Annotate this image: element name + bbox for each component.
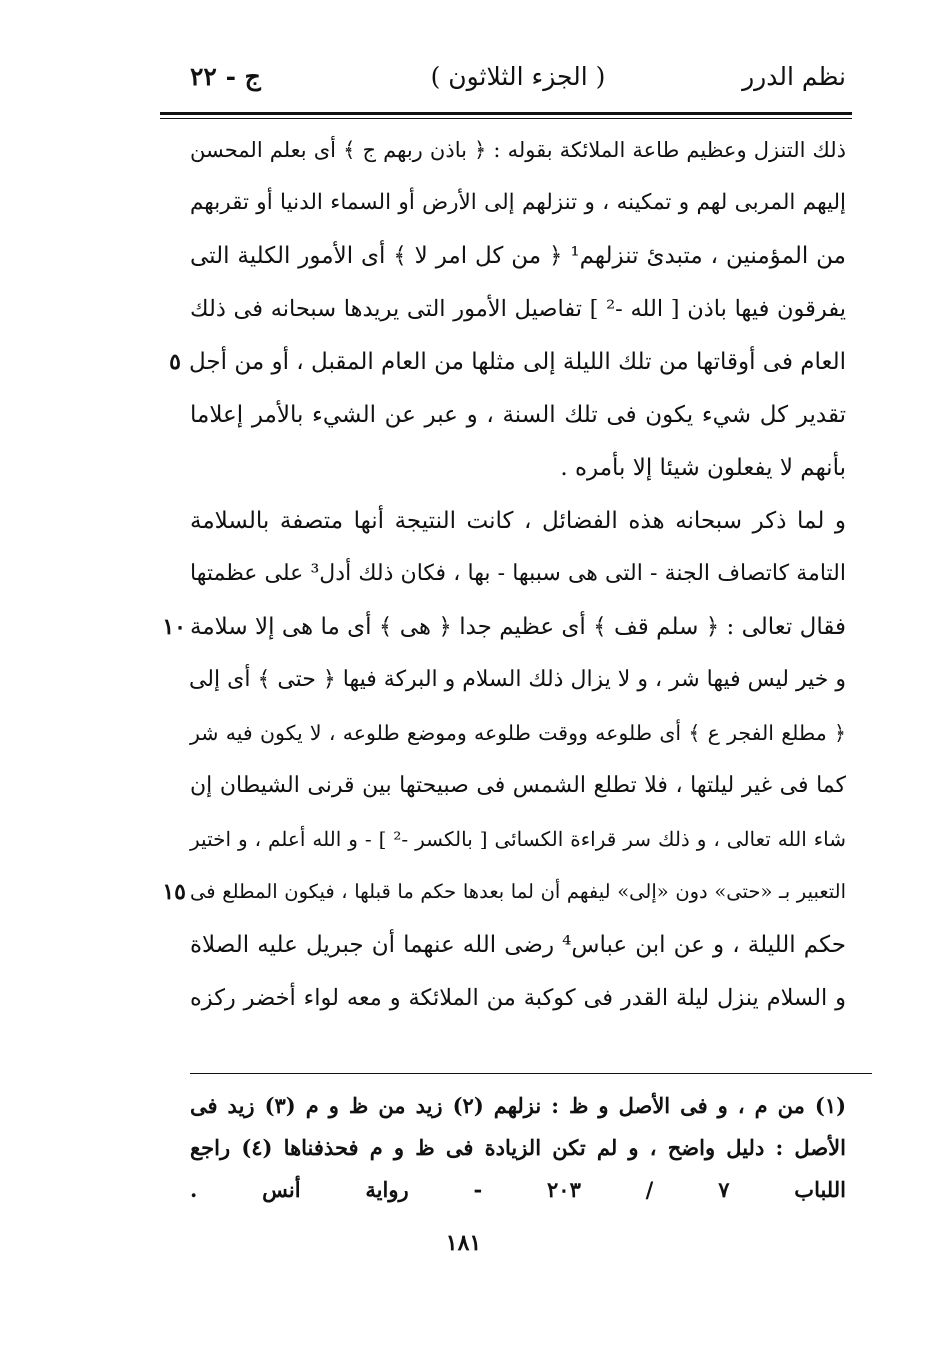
text-line: حكم الليلة ، و عن ابن عباس⁴ رضى الله عنهما أن جبريل عليه الصلاة [190,932,846,958]
line-number: ١٠ [162,614,186,640]
text-line: ذلك التنزل وعظيم طاعة الملائكة بقوله : ﴿ باذن ربهم ج ﴾ أى بعلم المحسن [190,138,846,162]
text-line: و خير ليس فيها شر ، و لا يزال ذلك السلام و البركة فيها ﴿ حتى ﴾ أى إلى [188,667,846,692]
page-number: ١٨١ [445,1230,482,1256]
footnote-line: (١) من م ، و فى الأصل و ظ : نزلهم (٢) زيد من ظ و م (٣) زيد فى [190,1093,847,1118]
text-line: بأنهم لا يفعلون شيئا إلا بأمره . [560,455,846,481]
text-line: العام فى أوقاتها من تلك الليلة إلى مثلها من العام المقبل ، أو من أجل [189,349,846,375]
text-line: فقال تعالى : ﴿ سلم قف ﴾ أى عظيم جدا ﴿ هى ﴾ أى ما هى إلا سلامة [190,614,846,640]
text-line: ﴿ مطلع الفجر ع ﴾ أى طلوعه ووقت طلوعه وموضع طلوعه ، لا يكون فيه شر [190,721,846,745]
footnote-line: اللباب ٧ / ٢٠٣ - رواية أنس . [190,1177,846,1202]
text-line: و لما ذكر سبحانه هذه الفضائل ، كانت النتيجة أنها متصفة بالسلامة [190,508,846,534]
line-number: ٥ [169,349,181,375]
text-line: التعبير بـ «حتى» دون «إلى» ليفهم أن لما بعدها حكم ما قبلها ، فيكون المطلع فى [190,880,846,903]
part-title: ( الجزء الثلاثون ) [430,62,606,91]
text-line: يفرقون فيها باذن [ الله -² ] تفاصيل الأمور التى يريدها سبحانه فى ذلك [190,296,846,322]
text-line: و السلام ينزل ليلة القدر فى كوكبة من الملائكة و معه لواء أخضر ركزه [190,985,846,1011]
running-header [190,62,846,102]
footnotes [190,1085,846,1215]
text-line: التامة كاتصاف الجنة - التى هى سببها - بها ، فكان ذلك أدل³ على عظمتها [190,561,847,586]
text-line: شاء الله تعالى ، و ذلك سر قراءة الكسائى [ بالكسر -² ] - و الله أعلم ، و اختير [190,827,846,851]
footnote-line: الأصل : دليل واضح ، و لم تكن الزيادة فى ظ و م فحذفناها (٤) راجع [190,1135,846,1160]
volume-label: ج - ٢٢ [190,62,261,91]
text-line: كما فى غير ليلتها ، فلا تطلع الشمس فى صبيحتها بين قرنى الشيطان إن [190,773,846,798]
text-line: تقدير كل شيء يكون فى تلك السنة ، و عبر عن الشيء بالأمر إعلاما [190,402,846,428]
text-line: إليهم المربى لهم و تمكينه ، و تنزلهم إلى الأرض أو السماء الدنيا أو تقربهم [190,190,846,215]
header-rule [160,112,852,115]
book-title: نظم الدرر [742,62,846,91]
text-line: من المؤمنين ، متبدئ تنزلهم¹ ﴿ من كل امر لا ﴾ أى الأمور الكلية التى [190,243,846,269]
header-rule-thin [160,118,852,119]
line-number: ١٥ [162,879,186,905]
footnote-rule [190,1073,872,1074]
main-text [162,125,847,1011]
